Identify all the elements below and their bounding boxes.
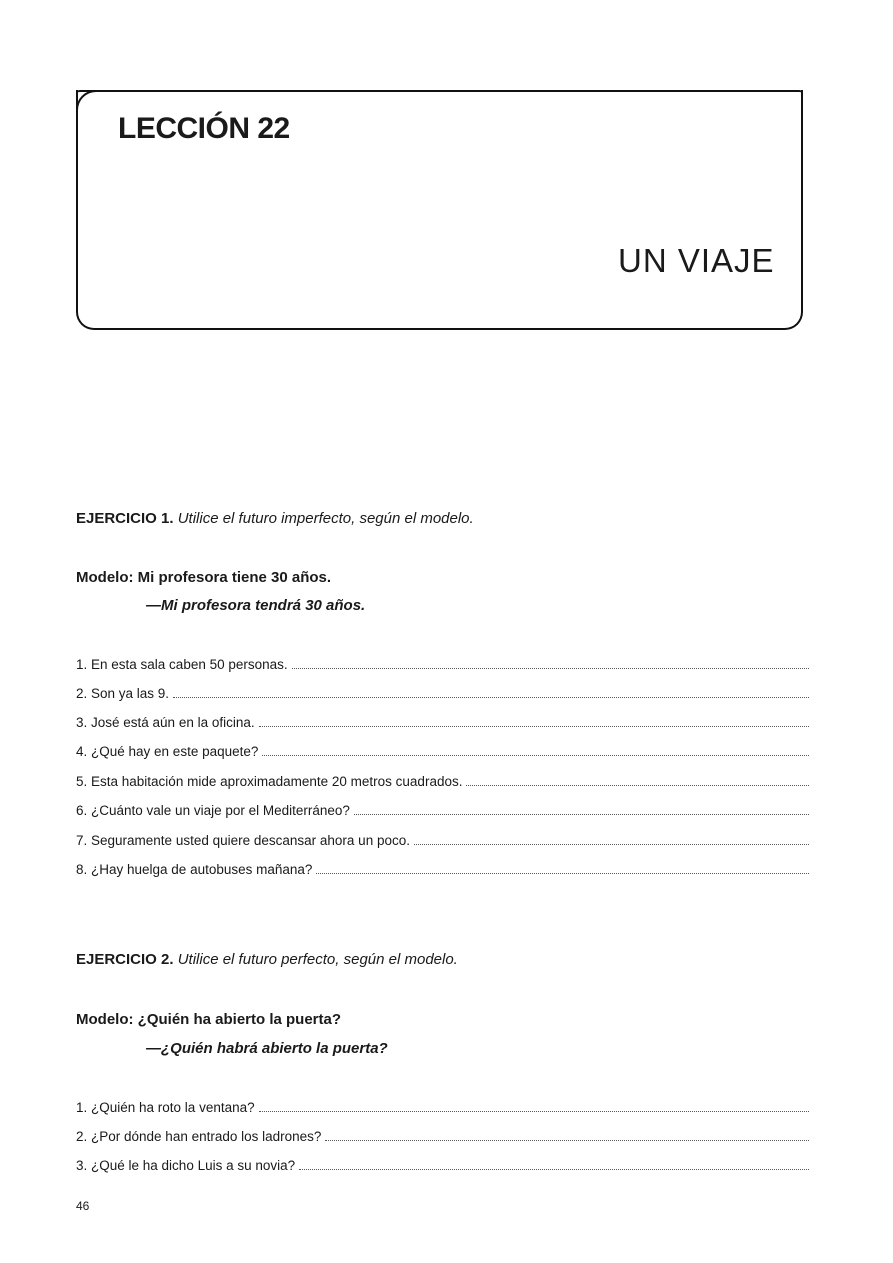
- answer-line[interactable]: [466, 773, 809, 786]
- item-text: 6. ¿Cuánto vale un viaje por el Mediterráneo?: [76, 803, 350, 818]
- answer-line[interactable]: [354, 802, 809, 815]
- exercise-1-item: [76, 832, 809, 852]
- item-text: 3. José está aún en la oficina.: [76, 715, 255, 730]
- page-number: 46: [76, 1199, 90, 1213]
- exercise-1-item: [76, 656, 809, 676]
- exercise-1-item: [76, 743, 809, 763]
- item-text: 2. ¿Por dónde han entrado los ladrones?: [76, 1129, 322, 1144]
- answer-line[interactable]: [316, 861, 809, 874]
- exercise-2-instruction: Utilice el futuro perfecto, según el modelo.: [177, 951, 458, 968]
- exercise-1-instruction: Utilice el futuro imperfecto, según el modelo.: [177, 510, 474, 527]
- item-text: 4. ¿Qué hay en este paquete?: [76, 744, 259, 759]
- exercise-1-item: [76, 773, 809, 793]
- exercise-1-item: [76, 861, 809, 881]
- answer-line[interactable]: [292, 656, 809, 669]
- answer-line[interactable]: [262, 743, 809, 756]
- answer-line[interactable]: [259, 1099, 809, 1112]
- item-text: 8. ¿Hay huelga de autobuses mañana?: [76, 862, 313, 877]
- exercise-2-item: [76, 1128, 809, 1148]
- exercise-1-item: [76, 685, 809, 705]
- exercise-1-item: [76, 802, 809, 822]
- answer-line[interactable]: [325, 1128, 809, 1141]
- exercise-1-item: [76, 714, 809, 734]
- answer-line[interactable]: [299, 1157, 809, 1170]
- exercise-2-item: [76, 1099, 809, 1119]
- item-text: 1. En esta sala caben 50 personas.: [76, 657, 288, 672]
- answer-line[interactable]: [173, 685, 809, 698]
- answer-line[interactable]: [259, 714, 809, 727]
- unit-title: UN VIAJE: [618, 242, 775, 279]
- item-text: 7. Seguramente usted quiere descansar ahora un poco.: [76, 833, 410, 848]
- exercise-1-number: EJERCICIO 1.: [76, 510, 174, 527]
- exercise-2-model-answer: —¿Quién habrá abierto la puerta?: [146, 1040, 388, 1057]
- item-text: 2. Son ya las 9.: [76, 686, 170, 701]
- exercise-1-model-prompt: Modelo: Mi profesora tiene 30 años.: [76, 569, 332, 586]
- item-text: 1. ¿Quién ha roto la ventana?: [76, 1100, 255, 1115]
- exercise-2-item: [76, 1157, 809, 1177]
- item-text: 5. Esta habitación mide aproximadamente 20 metros cuadrados.: [76, 774, 463, 789]
- exercise-2-model-prompt: Modelo: ¿Quién ha abierto la puerta?: [76, 1011, 342, 1028]
- exercise-1-heading: [76, 510, 474, 527]
- answer-line[interactable]: [414, 832, 809, 845]
- exercise-2-number: EJERCICIO 2.: [76, 951, 174, 968]
- lesson-title: LECCIÓN 22: [118, 112, 290, 145]
- exercise-2-heading: [76, 951, 458, 968]
- exercise-1-model-answer: —Mi profesora tendrá 30 años.: [146, 597, 366, 614]
- item-text: 3. ¿Qué le ha dicho Luis a su novia?: [76, 1158, 296, 1173]
